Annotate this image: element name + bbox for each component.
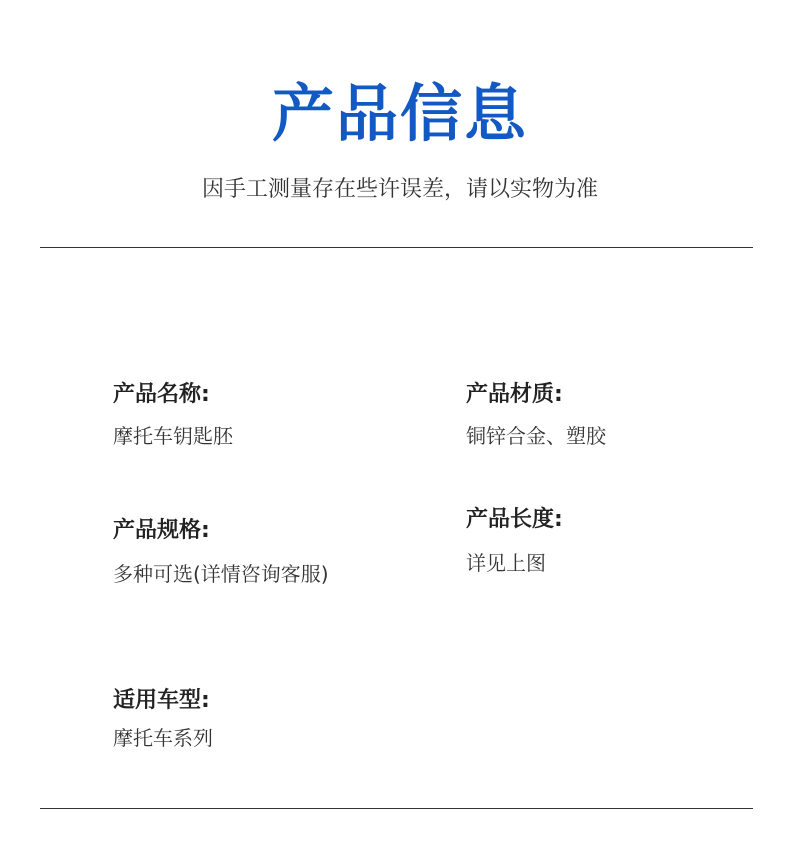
field-value: 摩托车钥匙胚 — [113, 424, 233, 448]
field-compatible-model — [113, 686, 213, 752]
field-label: 产品长度: — [466, 507, 563, 532]
bottom-divider — [40, 808, 753, 809]
field-label: 适用车型: — [113, 688, 210, 713]
field-product-spec — [113, 516, 329, 588]
field-value: 详见上图 — [466, 551, 546, 575]
field-product-material — [466, 380, 606, 450]
field-label: 产品规格: — [113, 518, 210, 543]
field-label: 产品名称: — [113, 382, 210, 407]
field-product-name — [113, 380, 233, 450]
field-value: 多种可选(详情咨询客服) — [113, 562, 329, 586]
field-product-length — [466, 505, 563, 577]
top-divider — [40, 247, 753, 248]
field-label: 产品材质: — [466, 382, 563, 407]
field-value: 铜锌合金、塑胶 — [466, 424, 606, 448]
field-value: 摩托车系列 — [113, 726, 213, 750]
page-subtitle: 因手工测量存在些许误差，请以实物为准 — [201, 177, 598, 202]
page-title: 产品信息 — [271, 77, 528, 150]
